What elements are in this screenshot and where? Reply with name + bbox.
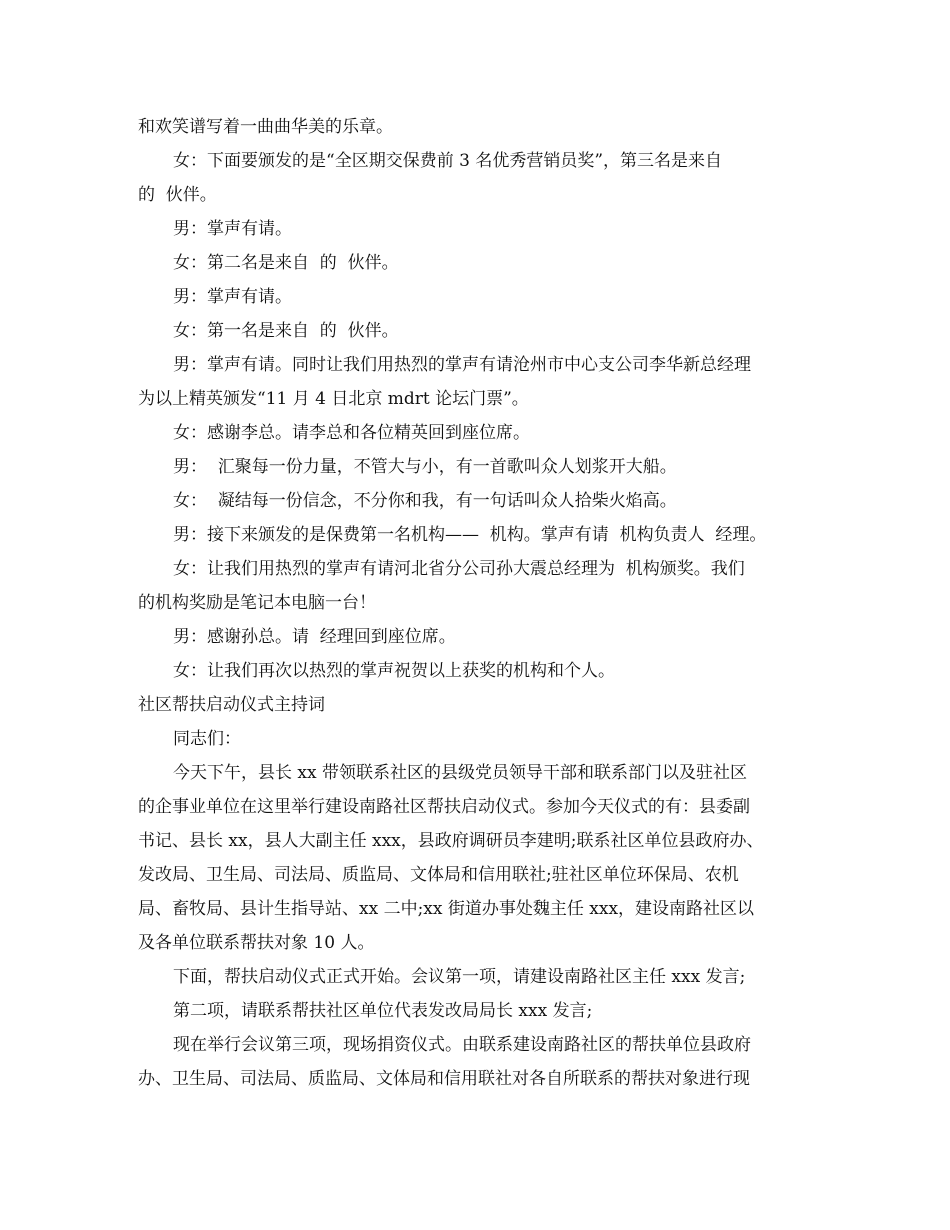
- text-line: 男： 汇聚每一份力量，不管大与小，有一首歌叫众人划浆开大船。: [173, 457, 677, 477]
- text-line: 书记、县长 xx，县人大副主任 xxx，县政府调研员李建明;联系社区单位县政府办、: [138, 831, 764, 851]
- text-line: 的企事业单位在这里举行建设南路社区帮扶启动仪式。参加今天仪式的有：县委副: [138, 797, 750, 817]
- text-line: 男：掌声有请。: [173, 219, 292, 239]
- text-line: 男：掌声有请。同时让我们用热烈的掌声有请沧州市中心支公司李华新总经理: [173, 355, 751, 375]
- text-line: 办、卫生局、司法局、质监局、文体局和信用联社对各自所联系的帮扶对象进行现: [138, 1069, 750, 1089]
- text-line: 男：接下来颁发的是保费第一名机构—— 机构。掌声有请 机构负责人 经理。: [173, 525, 767, 545]
- text-line: 的 伙伴。: [138, 185, 217, 205]
- text-line: 的机构奖励是笔记本电脑一台！: [138, 593, 376, 613]
- text-line: 女：下面要颁发的是“全区期交保费前 3 名优秀营销员奖”，第三名是来自: [173, 151, 723, 171]
- document-page: [138, 110, 814, 1096]
- text-line: 为以上精英颁发“11 月 4 日北京 mdrt 论坛门票”。: [138, 389, 529, 409]
- text-line: 女：第一名是来自 的 伙伴。: [173, 321, 399, 341]
- text-line: 女：让我们用热烈的掌声有请河北省分公司孙大震总经理为 机构颁奖。我们: [173, 559, 745, 579]
- text-line: 女：感谢李总。请李总和各位精英回到座位席。: [173, 423, 530, 443]
- text-line: 女： 凝结每一份信念，不分你和我，有一句话叫众人拾柴火焰高。: [173, 491, 677, 511]
- text-line: 今天下午，县长 xx 带领联系社区的县级党员领导干部和联系部门以及驻社区: [173, 763, 747, 783]
- text-line: 同志们：: [173, 729, 241, 749]
- text-line: 发改局、卫生局、司法局、质监局、文体局和信用联社;驻社区单位环保局、农机: [138, 865, 739, 885]
- section-heading: 社区帮扶启动仪式主持词: [138, 695, 325, 715]
- text-line: 下面，帮扶启动仪式正式开始。会议第一项，请建设南路社区主任 xxx 发言;: [173, 967, 746, 987]
- text-line: 和欢笑谱写着一曲曲华美的乐章。: [138, 117, 393, 137]
- text-line: 女：让我们再次以热烈的掌声祝贺以上获奖的机构和个人。: [173, 661, 615, 681]
- text-line: 局、畜牧局、县计生指导站、xx 二中;xx 街道办事处魏主任 xxx，建设南路社区以: [138, 899, 755, 919]
- text-line: 第二项，请联系帮扶社区单位代表发改局局长 xxx 发言;: [173, 1001, 593, 1021]
- text-line: 男：感谢孙总。请 经理回到座位席。: [173, 627, 456, 647]
- text-line: 女：第二名是来自 的 伙伴。: [173, 253, 399, 273]
- text-line: 现在举行会议第三项，现场捐资仪式。由联系建设南路社区的帮扶单位县政府: [173, 1035, 751, 1055]
- text-line: 及各单位联系帮扶对象 10 人。: [138, 933, 375, 953]
- text-line: 男：掌声有请。: [173, 287, 292, 307]
